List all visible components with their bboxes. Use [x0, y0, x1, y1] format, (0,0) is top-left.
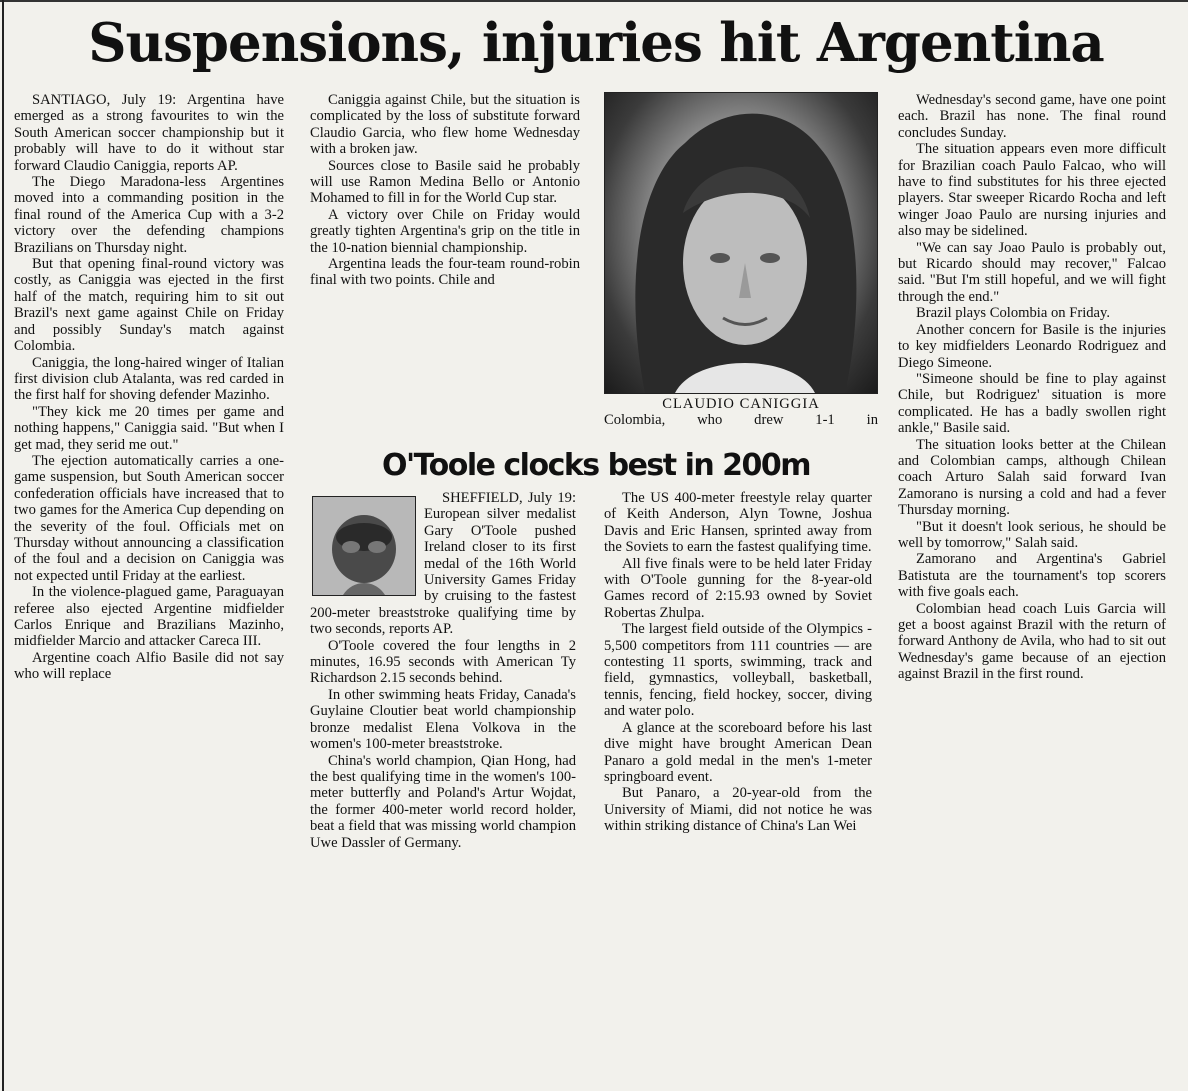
paragraph: O'Toole covered the four lengths in 2 minutes, 16.95 seconds with American Ty Richardson 2.15 seconds behind.	[310, 637, 576, 687]
paragraph: Another concern for Basile is the injuries to key midfielders Leonardo Rodriguez and Diego Simeone.	[898, 321, 1166, 371]
main-story-column-1	[14, 92, 284, 1082]
paragraph: All five finals were to be held later Friday with O'Toole gunning for the 8-year-old Games record of 2:15.93 owned by Soviet Robertas Zhulpa.	[604, 555, 872, 621]
page-headline: Suspensions, injuries hit Argentina	[88, 12, 1104, 74]
paragraph: "But it doesn't look serious, he should be well by tomorrow," Salah said.	[898, 518, 1166, 551]
paragraph: Argentine coach Alfio Basile did not say who will replace	[14, 649, 284, 683]
player-photo	[604, 92, 878, 394]
paragraph: The largest field outside of the Olympics - 5,500 competitors from 111 countries — are contesting 11 sports, swimming, track and field, gymnastics, volleyball, basketball, tennis, fencing, field hockey, soccer, diving and water polo.	[604, 621, 872, 720]
paragraph: But Panaro, a 20-year-old from the University of Miami, did not notice he was within striking distance of China's Lan Wei	[604, 785, 872, 835]
paragraph: Caniggia, the long-haired winger of Italian first division club Atalanta, was red carded in the first half for shoving defender Mazinho.	[14, 354, 284, 404]
left-border	[2, 0, 4, 1091]
paragraph: Colombian head coach Luis Garcia will get a boost against Brazil with the return of forward Anthony de Avila, who had to sit out Wednesday's game because of an ejection against Brazil in the first round.	[898, 600, 1166, 683]
photo-wrap-spacer	[310, 490, 424, 604]
paragraph: Brazil plays Colombia on Friday.	[916, 305, 1111, 322]
paragraph: Sources close to Basile said he probably will use Ramon Medina Bello or Antonio Mohamed to fill in for the World Cup star.	[310, 157, 580, 207]
paragraph: The situation appears even more difficult for Brazilian coach Paulo Falcao, who will have to find substitutes for his three ejected players. Star sweeper Ricardo Rocha and left winger Joao Paulo are nursing injuries and also may be sidelined.	[898, 141, 1166, 240]
main-story-column-3	[898, 92, 1166, 1082]
paragraph: The situation looks better at the Chilean and Colombian camps, although Chilean coach Arturo Salah said forward Ivan Zamorano is nursing a cold and had a fever Thursday morning.	[898, 436, 1166, 519]
second-story-column-1	[310, 490, 576, 1075]
second-story-column-2	[604, 490, 872, 1075]
paragraph: Caniggia against Chile, but the situation is complicated by the loss of substitute forward Claudio Garcia, who flew home Wednesday with a broken jaw.	[310, 92, 580, 158]
paragraph: China's world champion, Qian Hong, had the best qualifying time in the women's 100-meter butterfly and Poland's Artur Wojdat, the former 400-meter world record holder, beat a field that was missing world champion Uwe Dassler of Germany.	[310, 752, 576, 851]
top-border	[0, 0, 1188, 2]
paragraph: A glance at the scoreboard before his last dive might have brought American Dean Panaro a gold medal in the men's 1-meter springboard event.	[604, 719, 872, 785]
photo-caption: CLAUDIO CANIGGIA	[662, 396, 820, 412]
main-story-column-2	[310, 92, 580, 430]
paragraph: The US 400-meter freestyle relay quarter of Keith Anderson, Alyn Towne, Joshua Davis and Eric Hansen, sprinted away from the Soviets to earn the fastest qualifying time.	[604, 490, 872, 556]
second-story-headline: O'Toole clocks best in 200m	[381, 448, 811, 483]
paragraph: "They kick me 20 times per game and nothing happens," Caniggia said. "But when I get mad, they serid me out."	[14, 403, 284, 453]
paragraph: In the violence-plagued game, Paraguayan referee also ejected Argentine midfielder Carlos Enrique and Brazilians Mazinho, midfielder Marcio and attacker Careca III.	[14, 584, 284, 650]
paragraph: SHEFFIELD, July 19: European silver medalist Gary O'Toole pushed Ireland closer to its first medal of the 16th World University Games Friday by cruising to the fastest 200-meter breaststroke qualifying time by two seconds, reports AP.	[310, 490, 576, 638]
caption-continuation-text: Colombia, who drew 1-1 in	[604, 412, 878, 428]
paragraph: "We can say Joao Paulo is probably out, but Ricardo should may recover," Falcao said. "But I'm still hopeful, and we will fight through the end."	[898, 239, 1166, 305]
paragraph: Wednesday's second game, have one point each. Brazil has none. The final round concludes Sunday.	[898, 92, 1166, 141]
paragraph: Zamorano and Argentina's Gabriel Batistuta are the tournament's top scorers with five goals each.	[898, 551, 1166, 601]
paragraph: The Diego Maradona-less Argentines moved into a commanding position in the final round of the America Cup with a 3-2 victory over the defending champions Brazilians on Thursday night.	[14, 174, 284, 256]
paragraph: But that opening final-round victory was costly, as Caniggia was ejected in the first half of the match, requiring him to sit out Brazil's next game against Chile on Friday and possibly Sunday's match against Colombia.	[14, 256, 284, 355]
paragraph: In other swimming heats Friday, Canada's Guylaine Cloutier beat world championship bronze medalist Elena Volkova in the women's 100-meter breaststroke.	[310, 686, 576, 753]
paragraph: "Simeone should be fine to play against Chile, but Rodriguez' situation is more complicated. He has a badly swollen right ankle," Basile said.	[898, 370, 1166, 437]
paragraph: The ejection automatically carries a one-game suspension, but South American soccer confederation officials have increased that to two games for the America Cup depending on the severity of the foul. Officials met on Thursday without announcing a classification of the foul and a decision on Caniggia was not expected until Friday at the earliest.	[14, 452, 284, 584]
paragraph: A victory over Chile on Friday would greatly tighten Argentina's grip on the title in the 10-nation biennial championship.	[310, 206, 580, 256]
paragraph: SANTIAGO, July 19: Argentina have emerged as a strong favourites to win the South American soccer championship but it probably will have to do it without star forward Claudio Caniggia, reports AP.	[14, 92, 284, 174]
paragraph: Argentina leads the four-team round-robin final with two points. Chile and	[310, 256, 580, 289]
